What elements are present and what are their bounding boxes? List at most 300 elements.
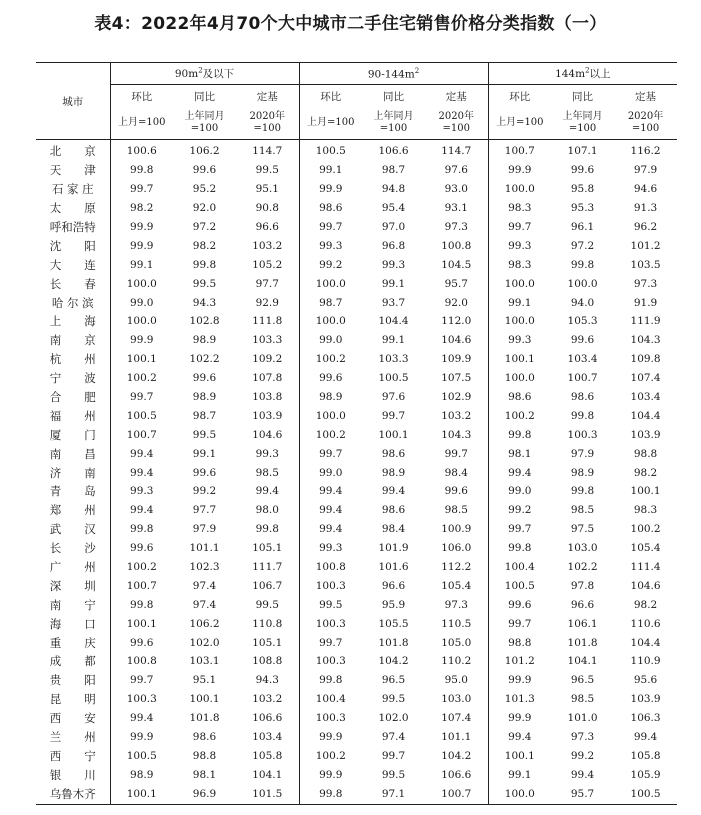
index-value: 97.2 bbox=[570, 239, 595, 252]
metric-header: 定基 bbox=[635, 90, 657, 103]
index-value: 100.0 bbox=[488, 274, 551, 293]
index-value: 102.0 bbox=[189, 636, 220, 649]
metric-header-row bbox=[36, 85, 677, 108]
index-value: 98.3 bbox=[633, 504, 658, 517]
index-value: 95.0 bbox=[444, 674, 468, 687]
index-value: 107.4 bbox=[630, 372, 661, 385]
index-value: 111.8 bbox=[252, 315, 283, 328]
index-value: 99.2 bbox=[488, 501, 551, 520]
table-row bbox=[36, 388, 677, 407]
index-value: 110.6 bbox=[630, 617, 661, 630]
table-row bbox=[36, 633, 677, 652]
group-header-small: $90m^2$及以下 bbox=[110, 63, 299, 85]
city-name: 西 宁 bbox=[49, 748, 96, 763]
city-name: 宁 波 bbox=[49, 371, 96, 386]
index-value: 98.6 bbox=[299, 199, 362, 218]
city-name: 天 津 bbox=[49, 163, 96, 178]
index-value: 99.7 bbox=[299, 444, 362, 463]
base-header: 2020年 =100 bbox=[425, 107, 488, 140]
index-value: 100.7 bbox=[567, 372, 598, 385]
index-value: 101.1 bbox=[189, 542, 220, 555]
index-value: 105.8 bbox=[630, 749, 661, 762]
index-value: 110.9 bbox=[630, 655, 661, 668]
city-name: 青 岛 bbox=[49, 484, 96, 499]
index-value: 98.9 bbox=[192, 391, 217, 404]
index-value: 99.8 bbox=[192, 258, 217, 271]
index-value: 110.2 bbox=[441, 655, 472, 668]
table-row bbox=[36, 444, 677, 463]
index-value: 107.8 bbox=[252, 372, 283, 385]
index-value: 90.8 bbox=[255, 202, 279, 215]
index-value: 103.0 bbox=[567, 542, 598, 555]
index-value: 99.0 bbox=[299, 463, 362, 482]
index-value: 100.7 bbox=[110, 576, 173, 595]
index-value: 103.0 bbox=[441, 693, 472, 706]
index-value: 102.2 bbox=[567, 561, 598, 574]
index-value: 99.7 bbox=[110, 388, 173, 407]
index-value: 97.0 bbox=[381, 221, 406, 233]
index-value: 104.6 bbox=[630, 579, 661, 592]
table-row bbox=[36, 463, 677, 482]
table-row bbox=[36, 236, 677, 255]
table-row bbox=[36, 199, 677, 218]
table-row bbox=[36, 614, 677, 633]
city-name: 沈 阳 bbox=[49, 238, 96, 253]
city-name: 杭 州 bbox=[49, 352, 96, 367]
index-value: 95.2 bbox=[192, 183, 217, 196]
index-value: 99.8 bbox=[110, 520, 173, 539]
city-name: 上 海 bbox=[49, 314, 96, 329]
index-value: 98.6 bbox=[381, 447, 406, 460]
index-value: 100.1 bbox=[110, 350, 173, 369]
index-value: 96.6 bbox=[255, 221, 279, 233]
index-value: 100.0 bbox=[488, 784, 551, 805]
index-value: 99.0 bbox=[488, 482, 551, 501]
index-value: 101.8 bbox=[378, 636, 409, 649]
index-value: 105.4 bbox=[630, 542, 661, 555]
base-header: 上月=100 bbox=[299, 107, 362, 140]
index-value: 100.1 bbox=[488, 747, 551, 766]
table-row bbox=[36, 558, 677, 577]
index-value: 100.0 bbox=[488, 180, 551, 199]
index-value: 99.4 bbox=[299, 482, 362, 501]
index-value: 99.6 bbox=[570, 334, 595, 347]
index-value: 100.2 bbox=[299, 747, 362, 766]
index-value: 108.8 bbox=[252, 655, 283, 668]
index-value: 105.3 bbox=[567, 315, 598, 328]
index-value: 99.0 bbox=[110, 293, 173, 312]
index-value: 95.1 bbox=[255, 183, 279, 196]
index-value: 98.8 bbox=[488, 633, 551, 652]
index-value: 99.7 bbox=[444, 447, 468, 460]
index-value: 106.6 bbox=[441, 768, 472, 781]
index-value: 99.1 bbox=[488, 765, 551, 784]
index-value: 99.1 bbox=[110, 255, 173, 274]
index-value: 95.7 bbox=[444, 277, 468, 290]
index-value: 96.8 bbox=[381, 239, 406, 252]
index-value: 99.4 bbox=[633, 731, 658, 744]
table-row bbox=[36, 425, 677, 444]
index-value: 100.2 bbox=[630, 523, 661, 536]
index-value: 106.6 bbox=[252, 712, 283, 725]
metric-header: 环比 bbox=[110, 85, 173, 108]
index-value: 99.4 bbox=[110, 463, 173, 482]
index-value: 99.9 bbox=[299, 765, 362, 784]
index-value: 96.2 bbox=[633, 221, 658, 233]
base-header-row bbox=[36, 107, 677, 140]
table-header bbox=[36, 63, 677, 140]
metric-header: 同比 bbox=[383, 90, 405, 103]
index-value: 100.8 bbox=[299, 558, 362, 577]
index-value: 104.3 bbox=[441, 428, 472, 441]
index-value: 104.3 bbox=[630, 334, 661, 347]
index-value: 99.9 bbox=[110, 236, 173, 255]
index-value: 100.3 bbox=[567, 428, 598, 441]
table-row bbox=[36, 140, 677, 161]
index-value: 99.1 bbox=[381, 334, 406, 347]
index-value: 100.5 bbox=[110, 747, 173, 766]
index-value: 102.3 bbox=[189, 561, 220, 574]
index-value: 99.1 bbox=[488, 293, 551, 312]
city-name: 厦 门 bbox=[49, 427, 96, 442]
index-value: 106.3 bbox=[630, 712, 661, 725]
table-row bbox=[36, 482, 677, 501]
index-value: 97.3 bbox=[633, 277, 658, 290]
index-value: 95.9 bbox=[381, 598, 406, 611]
table-row bbox=[36, 520, 677, 539]
index-value: 98.4 bbox=[381, 523, 406, 536]
index-value: 92.0 bbox=[444, 296, 468, 309]
index-value: 98.5 bbox=[444, 504, 468, 517]
index-value: 94.3 bbox=[255, 674, 279, 687]
index-value: 100.5 bbox=[614, 784, 677, 805]
index-value: 107.4 bbox=[441, 712, 472, 725]
index-value: 99.8 bbox=[488, 539, 551, 558]
index-value: 98.9 bbox=[570, 466, 595, 479]
table-row bbox=[36, 312, 677, 331]
index-value: 99.8 bbox=[488, 425, 551, 444]
index-value: 99.4 bbox=[381, 485, 406, 498]
index-value: 98.6 bbox=[488, 388, 551, 407]
index-value: 105.1 bbox=[252, 542, 283, 555]
index-value: 109.9 bbox=[441, 353, 472, 366]
index-value: 99.7 bbox=[488, 218, 551, 237]
index-value: 97.2 bbox=[192, 221, 217, 233]
index-value: 99.7 bbox=[299, 633, 362, 652]
index-value: 105.8 bbox=[252, 749, 283, 762]
index-value: 99.6 bbox=[192, 164, 217, 177]
index-value: 98.2 bbox=[110, 199, 173, 218]
index-value: 99.7 bbox=[381, 409, 406, 422]
base-header: 2020年 =100 bbox=[614, 107, 677, 140]
index-value: 99.9 bbox=[488, 709, 551, 728]
index-value: 110.8 bbox=[252, 617, 283, 630]
metric-header: 环比 bbox=[299, 85, 362, 108]
index-value: 95.6 bbox=[633, 674, 658, 687]
index-value: 105.1 bbox=[252, 636, 283, 649]
city-name: 长 春 bbox=[49, 276, 96, 291]
index-value: 101.6 bbox=[378, 561, 409, 574]
index-value: 103.9 bbox=[630, 693, 661, 706]
index-value: 99.7 bbox=[381, 749, 406, 762]
base-header: 2020年 =100 bbox=[236, 107, 299, 140]
index-value: 97.7 bbox=[192, 504, 217, 517]
index-value: 104.4 bbox=[378, 315, 409, 328]
table-row bbox=[36, 350, 677, 369]
index-value: 100.3 bbox=[299, 652, 362, 671]
index-value: 99.9 bbox=[110, 331, 173, 350]
index-value: 99.7 bbox=[488, 520, 551, 539]
index-value: 99.1 bbox=[192, 447, 217, 460]
index-value: 98.3 bbox=[488, 199, 551, 218]
index-value: 100.0 bbox=[299, 312, 362, 331]
index-value: 98.9 bbox=[299, 388, 362, 407]
table-row bbox=[36, 539, 677, 558]
table-row bbox=[36, 576, 677, 595]
city-name: 兰 州 bbox=[49, 730, 96, 745]
index-value: 99.5 bbox=[299, 595, 362, 614]
index-value: 103.9 bbox=[630, 428, 661, 441]
index-value: 100.3 bbox=[299, 614, 362, 633]
index-value: 98.7 bbox=[381, 164, 406, 177]
index-value: 106.1 bbox=[567, 617, 598, 630]
table-row bbox=[36, 255, 677, 274]
index-value: 99.6 bbox=[192, 372, 217, 385]
metric-header: 定基 bbox=[256, 90, 278, 103]
index-value: 98.2 bbox=[633, 466, 658, 479]
index-value: 99.6 bbox=[299, 369, 362, 388]
table-row bbox=[36, 218, 677, 237]
index-value: 100.1 bbox=[630, 485, 661, 498]
city-name: 太 原 bbox=[49, 201, 96, 216]
index-value: 99.4 bbox=[488, 728, 551, 747]
index-value: 95.4 bbox=[381, 202, 406, 215]
index-value: 104.2 bbox=[378, 655, 409, 668]
index-value: 97.9 bbox=[570, 447, 595, 460]
city-name: 济 南 bbox=[49, 465, 96, 480]
index-value: 99.9 bbox=[299, 728, 362, 747]
index-value: 104.1 bbox=[252, 768, 283, 781]
index-value: 99.9 bbox=[488, 161, 551, 180]
index-value: 97.3 bbox=[444, 221, 468, 233]
index-value: 100.8 bbox=[441, 239, 472, 252]
index-value: 99.5 bbox=[192, 277, 217, 290]
index-value: 103.1 bbox=[189, 655, 220, 668]
index-value: 99.6 bbox=[192, 466, 217, 479]
index-value: 98.5 bbox=[255, 466, 279, 479]
index-value: 104.6 bbox=[252, 428, 283, 441]
metric-header: 定基 bbox=[445, 90, 467, 103]
index-value: 98.1 bbox=[488, 444, 551, 463]
group-header-medium: $90-144m^2$ bbox=[299, 63, 488, 85]
index-value: 100.2 bbox=[299, 350, 362, 369]
base-header: 上年同月 =100 bbox=[551, 107, 614, 140]
index-value: 100.5 bbox=[378, 372, 409, 385]
index-value: 99.3 bbox=[255, 447, 279, 460]
table-row bbox=[36, 671, 677, 690]
index-value: 112.2 bbox=[441, 561, 472, 574]
table-row bbox=[36, 747, 677, 766]
table-row bbox=[36, 274, 677, 293]
index-value: 92.0 bbox=[192, 202, 217, 215]
table-row bbox=[36, 161, 677, 180]
index-value: 103.8 bbox=[252, 391, 283, 404]
index-value: 102.9 bbox=[441, 391, 472, 404]
index-value: 104.4 bbox=[630, 409, 661, 422]
index-value: 105.9 bbox=[630, 768, 661, 781]
index-value: 98.6 bbox=[192, 731, 217, 744]
index-value: 100.2 bbox=[488, 406, 551, 425]
index-value: 93.0 bbox=[444, 183, 468, 196]
index-value: 97.3 bbox=[570, 731, 595, 744]
index-value: 99.2 bbox=[570, 749, 595, 762]
index-value: 99.8 bbox=[255, 523, 279, 536]
index-value: 99.9 bbox=[110, 728, 173, 747]
index-value: 99.4 bbox=[110, 709, 173, 728]
index-value: 97.1 bbox=[362, 784, 425, 805]
index-value: 103.2 bbox=[252, 239, 283, 252]
city-name: 重 庆 bbox=[49, 635, 96, 650]
metric-header: 环比 bbox=[488, 85, 551, 108]
city-name: 大 连 bbox=[49, 257, 96, 272]
index-value: 99.6 bbox=[110, 633, 173, 652]
index-value: 99.9 bbox=[488, 671, 551, 690]
index-value: 91.3 bbox=[633, 202, 658, 215]
index-value: 101.0 bbox=[567, 712, 598, 725]
index-value: 100.2 bbox=[299, 425, 362, 444]
index-value: 98.5 bbox=[570, 693, 595, 706]
index-value: 91.9 bbox=[633, 296, 658, 309]
index-value: 99.8 bbox=[299, 784, 362, 805]
index-value: 105.2 bbox=[252, 258, 283, 271]
index-value: 99.4 bbox=[255, 485, 279, 498]
index-value: 99.5 bbox=[255, 598, 279, 611]
city-name: 西 安 bbox=[49, 711, 96, 726]
index-value: 99.9 bbox=[299, 180, 362, 199]
index-value: 100.7 bbox=[425, 784, 488, 805]
index-value: 106.0 bbox=[441, 542, 472, 555]
index-value: 97.9 bbox=[633, 164, 658, 177]
index-value: 99.4 bbox=[488, 463, 551, 482]
city-name: 南 昌 bbox=[49, 446, 96, 461]
index-value: 102.8 bbox=[189, 315, 220, 328]
index-value: 103.3 bbox=[252, 334, 283, 347]
table-row bbox=[36, 784, 677, 805]
index-value: 100.2 bbox=[110, 369, 173, 388]
index-value: 99.8 bbox=[570, 258, 595, 271]
index-value: 97.6 bbox=[444, 164, 468, 177]
index-value: 106.2 bbox=[189, 617, 220, 630]
index-value: 97.3 bbox=[444, 598, 468, 611]
index-value: 99.1 bbox=[299, 161, 362, 180]
index-value: 99.4 bbox=[299, 520, 362, 539]
city-name: 哈 尔 滨 bbox=[51, 295, 94, 310]
index-value: 99.5 bbox=[255, 164, 279, 177]
index-value: 93.1 bbox=[444, 202, 468, 215]
index-value: 101.5 bbox=[236, 784, 299, 805]
index-value: 94.8 bbox=[381, 183, 406, 196]
index-value: 99.3 bbox=[299, 236, 362, 255]
index-value: 99.6 bbox=[570, 164, 595, 177]
index-value: 101.3 bbox=[488, 690, 551, 709]
table-row bbox=[36, 709, 677, 728]
index-value: 100.2 bbox=[110, 558, 173, 577]
index-value: 100.4 bbox=[299, 690, 362, 709]
index-value: 94.3 bbox=[192, 296, 217, 309]
city-name: 呼和浩特 bbox=[49, 220, 96, 234]
index-value: 110.5 bbox=[441, 617, 472, 630]
base-header: 上年同月 =100 bbox=[362, 107, 425, 140]
index-value: 97.8 bbox=[570, 579, 595, 592]
index-value: 106.2 bbox=[189, 145, 220, 158]
index-value: 99.4 bbox=[570, 768, 595, 781]
index-value: 98.9 bbox=[110, 765, 173, 784]
index-value: 97.4 bbox=[192, 579, 217, 592]
table-row bbox=[36, 369, 677, 388]
group-header-large: $144m^2$以上 bbox=[488, 63, 677, 85]
index-value: 100.9 bbox=[441, 523, 472, 536]
index-value: 99.8 bbox=[299, 671, 362, 690]
index-value: 106.6 bbox=[378, 145, 409, 158]
index-value: 100.4 bbox=[488, 558, 551, 577]
index-value: 99.2 bbox=[299, 255, 362, 274]
index-value: 99.3 bbox=[110, 482, 173, 501]
index-value: 99.8 bbox=[570, 485, 595, 498]
index-value: 100.0 bbox=[299, 406, 362, 425]
index-value: 102.0 bbox=[378, 712, 409, 725]
city-name: 北 京 bbox=[49, 144, 96, 159]
index-value: 99.7 bbox=[110, 180, 173, 199]
index-value: 103.3 bbox=[378, 353, 409, 366]
index-value: 101.2 bbox=[630, 239, 661, 252]
index-value: 100.0 bbox=[110, 274, 173, 293]
index-value: 100.1 bbox=[488, 350, 551, 369]
index-value: 99.6 bbox=[110, 539, 173, 558]
index-value: 100.7 bbox=[110, 425, 173, 444]
index-value: 103.4 bbox=[567, 353, 598, 366]
index-value: 99.3 bbox=[488, 236, 551, 255]
index-value: 100.5 bbox=[488, 576, 551, 595]
price-index-table bbox=[36, 62, 677, 805]
city-name: 武 汉 bbox=[49, 522, 96, 537]
index-value: 99.7 bbox=[110, 671, 173, 690]
index-value: 99.1 bbox=[381, 277, 406, 290]
index-value: 100.0 bbox=[488, 369, 551, 388]
index-value: 109.2 bbox=[252, 353, 283, 366]
index-value: 99.8 bbox=[110, 161, 173, 180]
index-value: 104.4 bbox=[630, 636, 661, 649]
index-value: 95.8 bbox=[570, 183, 595, 196]
page-title: 表4：2022年4月70个大中城市二手住宅销售价格分类指数（一） bbox=[94, 14, 607, 34]
index-value: 98.4 bbox=[444, 466, 468, 479]
index-value: 92.9 bbox=[255, 296, 279, 309]
index-value: 103.4 bbox=[252, 731, 283, 744]
city-name: 郑 州 bbox=[49, 503, 96, 518]
index-value: 99.3 bbox=[299, 539, 362, 558]
index-value: 98.7 bbox=[299, 293, 362, 312]
index-value: 96.5 bbox=[381, 674, 406, 687]
index-value: 97.4 bbox=[192, 598, 217, 611]
index-value: 100.7 bbox=[488, 140, 551, 161]
city-name: 石 家 庄 bbox=[51, 182, 94, 197]
index-value: 98.2 bbox=[633, 598, 658, 611]
index-value: 99.5 bbox=[192, 428, 217, 441]
index-value: 99.4 bbox=[110, 501, 173, 520]
table-row bbox=[36, 690, 677, 709]
index-value: 101.1 bbox=[441, 731, 472, 744]
index-value: 106.7 bbox=[252, 579, 283, 592]
city-name: 深 圳 bbox=[49, 578, 96, 593]
